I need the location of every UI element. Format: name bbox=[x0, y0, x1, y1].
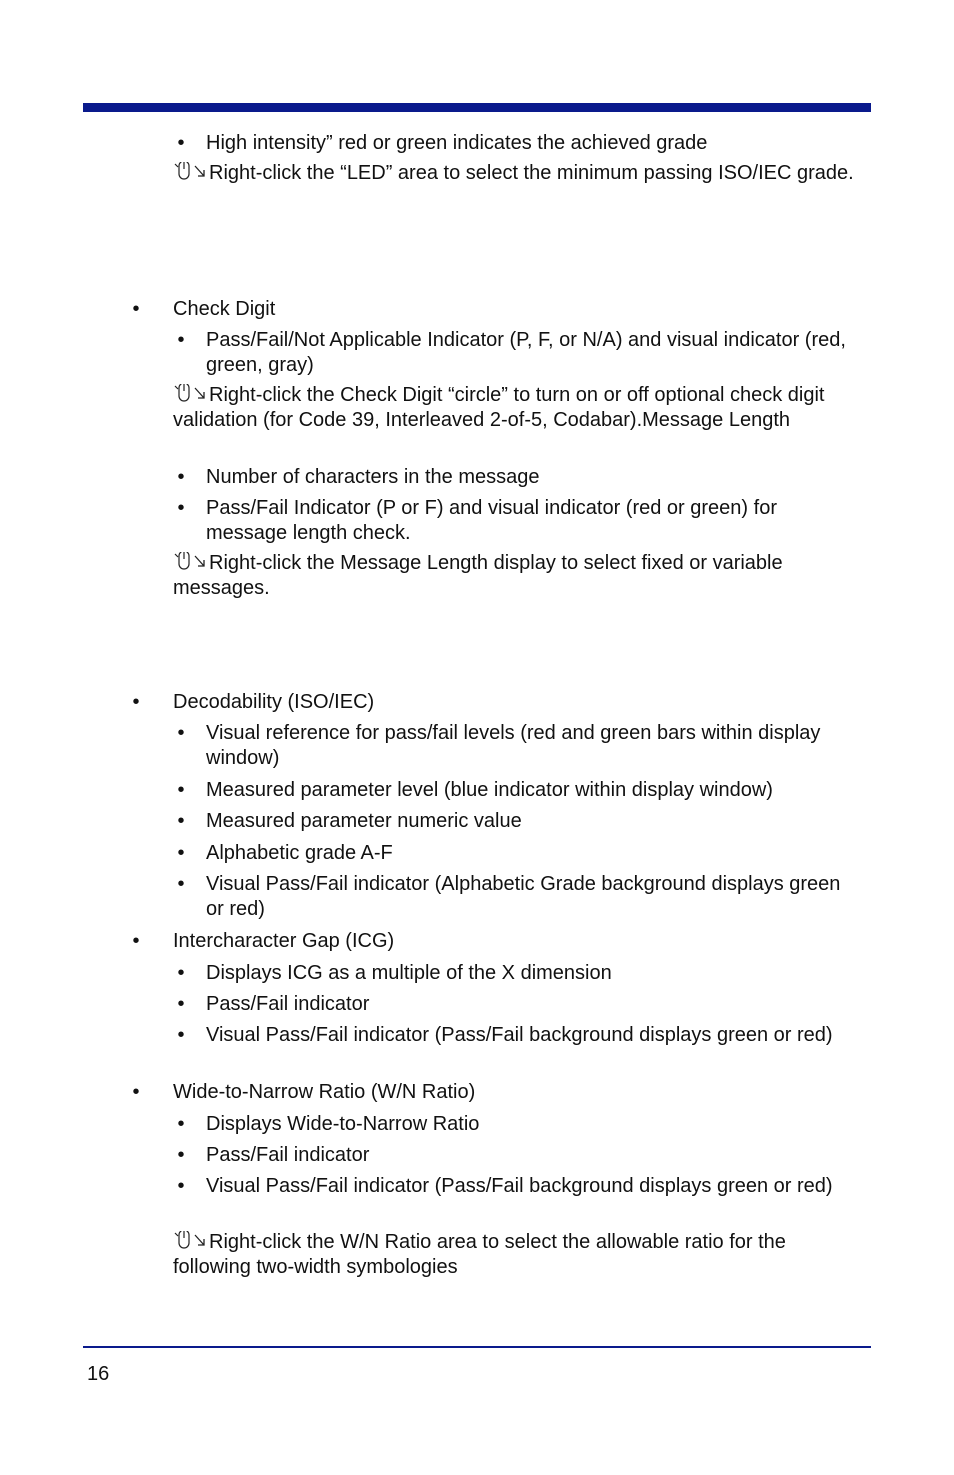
bullet: • bbox=[132, 691, 140, 713]
bullet: • bbox=[177, 779, 185, 801]
note-text: Right-click the “LED” area to select the minimum passing ISO/IEC grade. bbox=[209, 162, 854, 184]
bullet: • bbox=[177, 1175, 185, 1197]
list-item-label: Wide-to-Narrow Ratio (W/N Ratio) bbox=[173, 1081, 476, 1103]
list-item-text: Alphabetic grade A-F bbox=[206, 842, 393, 864]
list-item-text: Visual Pass/Fail indicator (Pass/Fail background displays green or red) bbox=[206, 1024, 833, 1046]
mouse-right-click-icon bbox=[173, 384, 209, 402]
list-item-text: Visual Pass/Fail indicator (Alphabetic Grade background displays green or red) bbox=[206, 873, 841, 920]
list-item-text: Visual Pass/Fail indicator (Pass/Fail background displays green or red) bbox=[206, 1175, 833, 1197]
bullet: • bbox=[177, 993, 185, 1015]
bullet: • bbox=[177, 497, 185, 519]
bullet: • bbox=[177, 1024, 185, 1046]
mouse-right-click-icon bbox=[173, 1231, 209, 1249]
note-led-grade bbox=[173, 161, 863, 186]
bullet: • bbox=[177, 329, 185, 351]
bullet: • bbox=[177, 132, 185, 154]
list-item-text: Number of characters in the message bbox=[206, 466, 540, 488]
bullet: • bbox=[177, 722, 185, 744]
list-item-text: Measured parameter level (blue indicator within display window) bbox=[206, 779, 773, 801]
note-text: Right-click the Check Digit “circle” to turn on or off optional check digit validation (for Code 39, Interleaved 2-of-5, Codabar).Message Length bbox=[173, 384, 825, 431]
list-item-text: Displays Wide-to-Narrow Ratio bbox=[206, 1113, 480, 1135]
list-item-text: Pass/Fail/Not Applicable Indicator (P, F, or N/A) and visual indicator (red, green, gray) bbox=[206, 329, 846, 376]
list-item-label: Intercharacter Gap (ICG) bbox=[173, 930, 395, 952]
bullet: • bbox=[177, 962, 185, 984]
list-item-label: Check Digit bbox=[173, 298, 276, 320]
bullet: • bbox=[132, 1081, 140, 1103]
bullet: • bbox=[177, 810, 185, 832]
bullet: • bbox=[132, 930, 140, 952]
list-item-label: Decodability (ISO/IEC) bbox=[173, 691, 375, 713]
bullet: • bbox=[132, 298, 140, 320]
page-number: 16 bbox=[87, 1363, 110, 1385]
list-item-text: Pass/Fail indicator bbox=[206, 993, 370, 1015]
list-item-text: Pass/Fail Indicator (P or F) and visual indicator (red or green) for message length check. bbox=[206, 497, 777, 544]
bullet: • bbox=[177, 842, 185, 864]
bullet: • bbox=[177, 873, 185, 895]
footer-rule bbox=[83, 1346, 871, 1348]
note-wn-ratio bbox=[173, 1230, 863, 1280]
note-text: Right-click the W/N Ratio area to select the allowable ratio for the following two-width symbologies bbox=[173, 1231, 786, 1278]
bullet: • bbox=[177, 466, 185, 488]
note-message-length bbox=[173, 551, 863, 601]
list-item-text: Displays ICG as a multiple of the X dimension bbox=[206, 962, 612, 984]
list-item-text: High intensity” red or green indicates the achieved grade bbox=[206, 132, 708, 154]
mouse-right-click-icon bbox=[173, 162, 209, 180]
list-item-text: Pass/Fail indicator bbox=[206, 1144, 370, 1166]
note-check-digit bbox=[173, 383, 863, 433]
mouse-right-click-icon bbox=[173, 552, 209, 570]
bullet: • bbox=[177, 1113, 185, 1135]
note-text: Right-click the Message Length display to select fixed or variable messages. bbox=[173, 552, 783, 599]
list-item-text: Visual reference for pass/fail levels (red and green bars within display window) bbox=[206, 722, 821, 769]
header-rule bbox=[83, 103, 871, 112]
list-item-text: Measured parameter numeric value bbox=[206, 810, 522, 832]
bullet: • bbox=[177, 1144, 185, 1166]
